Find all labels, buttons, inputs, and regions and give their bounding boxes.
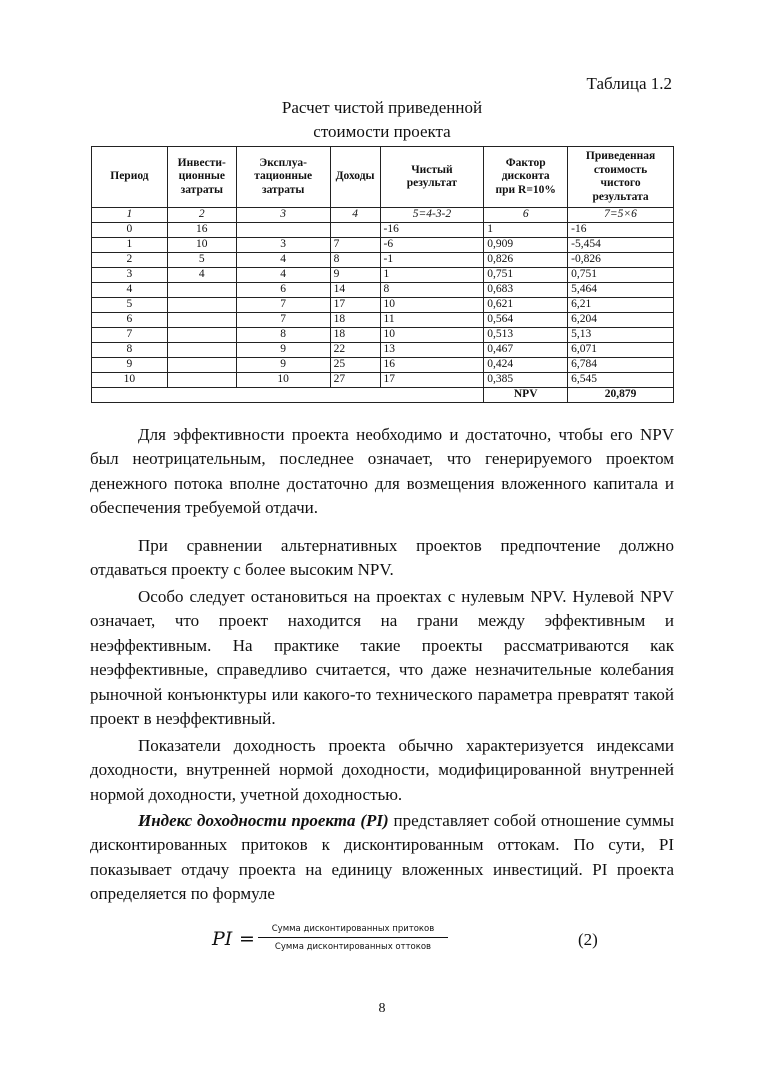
- paragraph-alternative-projects: При сравнении альтернативных проектов предпочтение должно отдаваться проекту с более высоким NPV.: [90, 536, 674, 580]
- cell-investment-costs: [167, 358, 236, 373]
- cell-present-value: 6,784: [568, 358, 674, 373]
- cell-period: 9: [92, 358, 168, 373]
- cell-net-result: 10: [380, 328, 484, 343]
- cell-period: 1: [92, 238, 168, 253]
- cell-discount-factor: 0,751: [484, 268, 568, 283]
- cell-discount-factor: 0,564: [484, 313, 568, 328]
- cell-present-value: 0,751: [568, 268, 674, 283]
- index-cell: 5=4-3-2: [380, 208, 484, 223]
- cell-operating-costs: 6: [236, 283, 330, 298]
- cell-investment-costs: [167, 373, 236, 388]
- cell-present-value: 6,204: [568, 313, 674, 328]
- page-number: 8: [378, 1001, 386, 1016]
- header-period: Период: [92, 147, 168, 208]
- cell-period: 3: [92, 268, 168, 283]
- cell-discount-factor: 0,467: [484, 343, 568, 358]
- table-row: [92, 253, 674, 268]
- cell-discount-factor: 0,385: [484, 373, 568, 388]
- cell-investment-costs: [167, 328, 236, 343]
- cell-investment-costs: 5: [167, 253, 236, 268]
- cell-net-result: 13: [380, 343, 484, 358]
- cell-income: 22: [330, 343, 380, 358]
- cell-present-value: -0,826: [568, 253, 674, 268]
- cell-income: 9: [330, 268, 380, 283]
- cell-period: 10: [92, 373, 168, 388]
- cell-discount-factor: 0,909: [484, 238, 568, 253]
- cell-present-value: 6,071: [568, 343, 674, 358]
- index-cell: 1: [92, 208, 168, 223]
- npv-table: [91, 146, 674, 403]
- cell-income: 7: [330, 238, 380, 253]
- table-row: [92, 313, 674, 328]
- cell-investment-costs: [167, 313, 236, 328]
- table-total-row: [92, 388, 674, 403]
- table-row: [92, 238, 674, 253]
- cell-net-result: 10: [380, 298, 484, 313]
- cell-discount-factor: 0,826: [484, 253, 568, 268]
- cell-discount-factor: 0,621: [484, 298, 568, 313]
- table-caption-line-2: стоимости проекта: [313, 122, 451, 141]
- cell-operating-costs: [236, 223, 330, 238]
- cell-net-result: 11: [380, 313, 484, 328]
- cell-income: 27: [330, 373, 380, 388]
- paragraph-npv-condition: Для эффективности проекта необходимо и достаточно, чтобы его NPV был неотрицательным, последнее означает, что генерируемого проектом денежного потока вполне достаточно для возмещения вложенного капитала и обеспечения требуемой отдачи.: [90, 425, 674, 518]
- cell-discount-factor: 0,424: [484, 358, 568, 373]
- cell-investment-costs: [167, 343, 236, 358]
- pi-formula: [200, 922, 600, 962]
- total-value: 20,879: [568, 388, 674, 403]
- table-row: [92, 343, 674, 358]
- cell-discount-factor: 0,513: [484, 328, 568, 343]
- cell-net-result: 16: [380, 358, 484, 373]
- table-row: [92, 373, 674, 388]
- cell-operating-costs: 9: [236, 358, 330, 373]
- cell-investment-costs: [167, 298, 236, 313]
- formula-number: (2): [578, 930, 598, 949]
- index-cell: 7=5×6: [568, 208, 674, 223]
- cell-operating-costs: 7: [236, 298, 330, 313]
- cell-present-value: 5,13: [568, 328, 674, 343]
- formula-equals: =: [239, 928, 255, 950]
- cell-income: 18: [330, 313, 380, 328]
- table-row: [92, 298, 674, 313]
- header-discount-factor: Фактор дисконта при R=10%: [484, 147, 568, 208]
- cell-income: 14: [330, 283, 380, 298]
- cell-operating-costs: 9: [236, 343, 330, 358]
- cell-investment-costs: [167, 283, 236, 298]
- cell-income: 18: [330, 328, 380, 343]
- formula-numerator: Сумма дисконтированных притоков: [258, 924, 448, 938]
- cell-net-result: -1: [380, 253, 484, 268]
- cell-net-result: 1: [380, 268, 484, 283]
- cell-period: 0: [92, 223, 168, 238]
- paragraph-profitability-index: [90, 809, 674, 907]
- cell-investment-costs: 4: [167, 268, 236, 283]
- cell-income: [330, 223, 380, 238]
- cell-income: 17: [330, 298, 380, 313]
- cell-income: 8: [330, 253, 380, 268]
- cell-period: 2: [92, 253, 168, 268]
- table-header-row: [92, 147, 674, 208]
- cell-present-value: -5,454: [568, 238, 674, 253]
- cell-present-value: 5,464: [568, 283, 674, 298]
- formula-denominator: Сумма дисконтированных оттоков: [274, 942, 432, 952]
- table-row: [92, 283, 674, 298]
- table-row: [92, 328, 674, 343]
- cell-net-result: -6: [380, 238, 484, 253]
- cell-present-value: -16: [568, 223, 674, 238]
- table-row: [92, 223, 674, 238]
- term-profitability-index: Индекс доходности проекта (PI): [138, 811, 389, 830]
- column-index-row: [92, 208, 674, 223]
- paragraph-zero-npv: Особо следует остановиться на проектах с нулевым NPV. Нулевой NPV означает, что проект находится на грани между эффективным и неэффективным. На практике такие проекты рассматриваются как неэффективные, справедливо считается, что даже незначительные колебания рыночной конъюнктуры или какого-то технического параметра превратят такой проект в неэффективный.: [90, 587, 674, 729]
- index-cell: 3: [236, 208, 330, 223]
- header-present-value: Приведенная стоимость чистого результата: [568, 147, 674, 208]
- cell-operating-costs: 4: [236, 268, 330, 283]
- cell-period: 7: [92, 328, 168, 343]
- formula-lhs: PI: [212, 928, 233, 950]
- paragraph-profitability-indicators: Показатели доходность проекта обычно характеризуется индексами доходности, внутренней нормой доходности, модифицированной внутренней нормой доходности, учетной доходностью.: [90, 736, 674, 804]
- total-empty-cell: [92, 388, 484, 403]
- cell-period: 5: [92, 298, 168, 313]
- cell-net-result: -16: [380, 223, 484, 238]
- table-caption-line-1: Расчет чистой приведенной: [281, 98, 483, 117]
- cell-period: 8: [92, 343, 168, 358]
- cell-investment-costs: 10: [167, 238, 236, 253]
- table-row: [92, 358, 674, 373]
- cell-period: 6: [92, 313, 168, 328]
- cell-discount-factor: 0,683: [484, 283, 568, 298]
- cell-discount-factor: 1: [484, 223, 568, 238]
- cell-income: 25: [330, 358, 380, 373]
- header-income: Доходы: [330, 147, 380, 208]
- cell-operating-costs: 7: [236, 313, 330, 328]
- index-cell: 2: [167, 208, 236, 223]
- index-cell: 6: [484, 208, 568, 223]
- cell-operating-costs: 8: [236, 328, 330, 343]
- total-label: NPV: [484, 388, 568, 403]
- index-cell: 4: [330, 208, 380, 223]
- table-number-label: Таблица 1.2: [586, 74, 672, 93]
- table-row: [92, 268, 674, 283]
- cell-net-result: 17: [380, 373, 484, 388]
- cell-operating-costs: 3: [236, 238, 330, 253]
- cell-present-value: 6,545: [568, 373, 674, 388]
- cell-net-result: 8: [380, 283, 484, 298]
- cell-operating-costs: 4: [236, 253, 330, 268]
- paragraph-profitability-index-text: представляет собой отношение суммы дисконтированных притоков к дисконтированным оттокам. По сути, PI показывает отдачу проекта на единицу вложенных инвестиций. PI проекта определяется по формуле: [90, 811, 674, 904]
- cell-present-value: 6,21: [568, 298, 674, 313]
- header-investment-costs: Инвести- ционные затраты: [167, 147, 236, 208]
- cell-operating-costs: 10: [236, 373, 330, 388]
- header-operating-costs: Эксплуа- тационные затраты: [236, 147, 330, 208]
- cell-investment-costs: 16: [167, 223, 236, 238]
- cell-period: 4: [92, 283, 168, 298]
- header-net-result: Чистый результат: [380, 147, 484, 208]
- formula-fraction: [258, 924, 448, 952]
